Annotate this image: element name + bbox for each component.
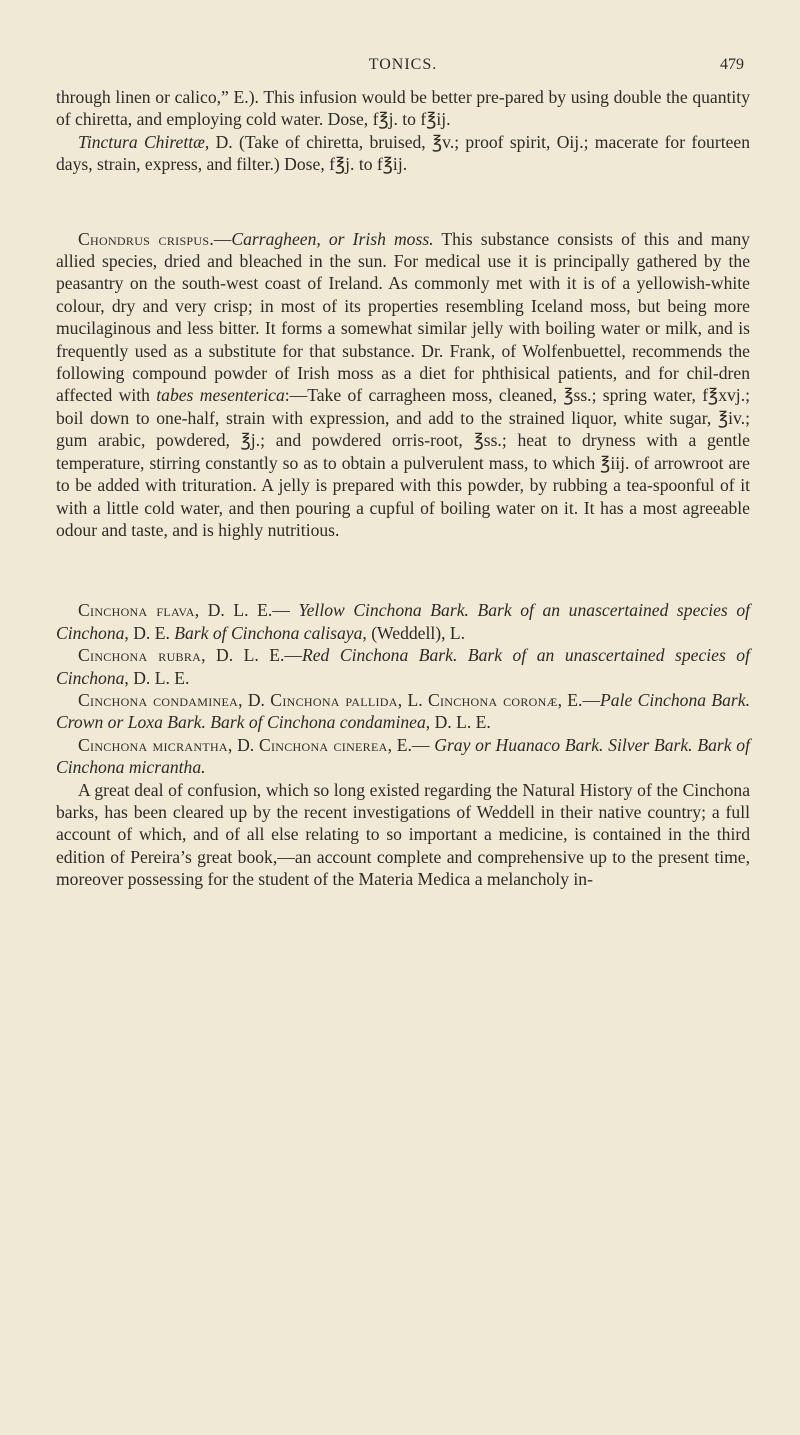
page-header xyxy=(56,48,750,78)
text-run: , E.— xyxy=(387,734,435,755)
drug-name: Cinchona pallida xyxy=(270,689,398,710)
text-run: , D. E. xyxy=(124,622,175,643)
text-run: .— xyxy=(209,228,232,249)
text-run: , D. L. E. xyxy=(124,667,190,688)
drug-name: Cinchona flava xyxy=(78,600,195,621)
text-run: , D. (Take of chiretta, bruised, ℥v.; proof spirit, Oij.; macerate for fourteen days, strain, express, and filter.) Dose, f℥j. to f℥ij. xyxy=(56,131,750,175)
italic-term: Red Cinchona Bark. Bark of an unascertained species of Cinchona xyxy=(56,645,750,688)
body-text xyxy=(56,86,750,891)
paragraph-cinchona-micrantha xyxy=(56,734,750,779)
text-run: , L. xyxy=(397,689,428,710)
paragraph-cinchona-rubra xyxy=(56,644,750,689)
drug-name: Cinchona coronæ xyxy=(427,689,558,710)
drug-name: Cinchona micrantha xyxy=(78,734,228,755)
text-run: :—Take of carragheen moss, cleaned, ℥ss.; spring water, f℥xvj.; boil down to one-half, strain with expression, and add to the strained liquor, white sugar, ℥iv.; gum arabic, powdered, ℥j.; and powdered orris-root, ℥ss.; heat to dryness with a gentle temperature, stirring constantly so as to obtain a pulverulent mass, to which ℥iij. of arrowroot are to be added with trituration. A jelly is prepared with this powder, by rubbing a tea-spoonful of it with a little cold water, and then pouring a cupful of boiling water on it. It has a most agreeable odour and taste, and is highly nutritious. xyxy=(56,385,750,540)
italic-term: Bark of Cinchona calisaya xyxy=(174,622,363,643)
paragraph-cinchona-condaminea xyxy=(56,689,750,734)
text-run: , D. xyxy=(238,689,271,710)
paragraph-tinctura-chirettae xyxy=(56,131,750,176)
italic-term: tabes mesenterica xyxy=(156,385,285,406)
paragraph-cinchona-flava xyxy=(56,599,750,644)
text-run: , D. L. E.— xyxy=(194,600,299,621)
text-run: , D. xyxy=(227,734,259,755)
text-run: through linen or calico,” E.). This infusion would be better pre-pared by using double the quantity of chiretta, and employing cold water. Dose, f℥j. to f℥ij. xyxy=(56,87,750,130)
drug-name: Cinchona cinerea xyxy=(258,734,388,755)
text-run: , D. L. E. xyxy=(425,712,491,733)
italic-term: Tinctura Chirettæ xyxy=(78,131,205,152)
drug-name: Cinchona rubra xyxy=(78,645,202,666)
drug-name: Cinchona condaminea xyxy=(78,689,239,710)
paragraph-chondrus-crispus xyxy=(56,228,750,542)
page-number: 479 xyxy=(720,56,744,73)
italic-term: Yellow Cinchona Bark. Bark of an unascertained species of Cinchona xyxy=(56,600,751,643)
running-head: TONICS. xyxy=(368,56,438,73)
paragraph-cinchona-confusion xyxy=(56,779,750,891)
drug-name: Chondrus crispus xyxy=(78,228,210,249)
text-run: This substance consists of this and many allied species, dried and bleached in the sun. For medical use it is principally gathered by the peasantry on the south-west coast of Ireland. As commonly met with it is of a yellowish-white colour, dry and very crisp; in most of its properties resembling Iceland moss, but being more mucilaginous and less bitter. It forms a somewhat similar jelly with boiling water or milk, and is frequently used as a substitute for that substance. Dr. Frank, of Wolfenbuettel, recommends the following compound powder of Irish moss as a diet for phthisical patients, and for chil-dren affected with xyxy=(56,228,750,406)
text-run: , D. L. E.— xyxy=(201,645,302,666)
text-run: , E.— xyxy=(557,689,601,710)
text-run: A great deal of confusion, which so long existed regarding the Natural History of the Cinchona barks, has been cleared up by the recent investigations of Weddell in their native country; a full account of which, and of all else relating to so important a medicine, is contained in the third edition of Pereira’s great book,—an account complete and comprehensive up to the present time, moreover possessing for the student of the Materia Medica a melancholy in- xyxy=(56,779,750,890)
paragraph-chiretta-infusion xyxy=(56,86,750,131)
italic-term: Gray or Huanaco Bark. Silver Bark. Bark of Cinchona micrantha. xyxy=(56,734,750,778)
book-page xyxy=(0,48,800,1435)
italic-term: Pale Cinchona Bark. Crown or Loxa Bark. Bark of Cinchona condaminea xyxy=(56,689,750,733)
text-run: , (Weddell), L. xyxy=(362,622,466,643)
italic-term: Carragheen, or Irish moss. xyxy=(231,228,434,249)
